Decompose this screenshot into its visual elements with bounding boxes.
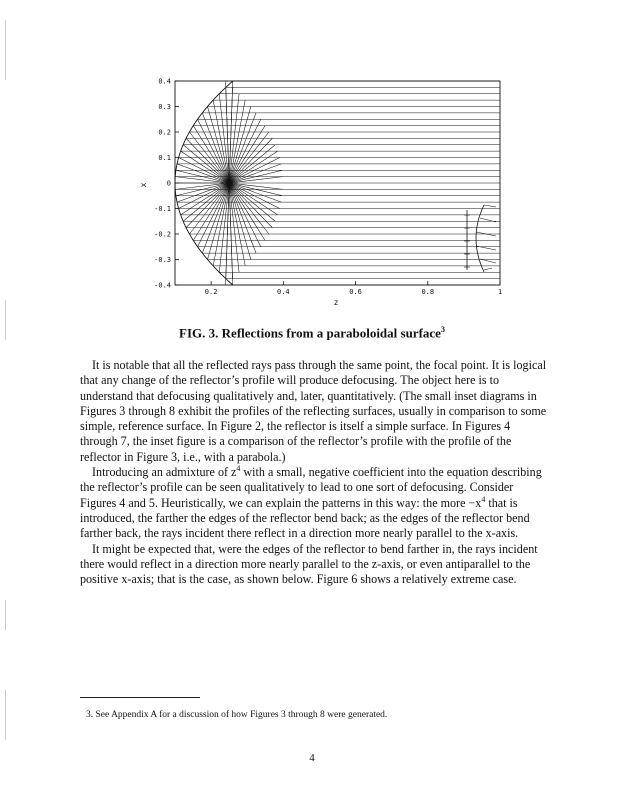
x-tick-label: 1 [497, 288, 503, 296]
y-tick-label: -0.4 [154, 281, 171, 290]
figure-caption [0, 325, 624, 341]
scan-margin-mark [5, 690, 6, 740]
x-tick-label: 0.8 [421, 288, 435, 296]
caption-text: FIG. 3. Reflections from a paraboloidal surface [179, 325, 441, 341]
y-tick-label: -0.1 [154, 205, 171, 213]
inset-ray [484, 205, 496, 207]
paragraph: It is notable that all the reflected rays pass through the same point, the focal point. It is logical that any change of the reflector’s profile will produce defocusing. The object here is to understand that defocusing qualitatively and, later, quantitatively. (The small inset diagrams in Figures 3 through 8 exhibit the profiles of the reflecting surfaces, usually in comparison to some simple, reference surface. In Figure 2, the reflector is itself a simple surface. In Figures 4 through 7, the inset figure is a comparison of the reflector’s profile with the profile of the reflector in Figure 3, i.e., with a parabola.) [80, 358, 547, 464]
superscript: 4 [481, 494, 486, 504]
y-axis-label: x [139, 182, 148, 188]
ray-paths [175, 81, 500, 285]
x-tick-label: 0.4 [277, 288, 290, 296]
page-number: 4 [309, 752, 315, 764]
y-tick-label: -0.3 [154, 256, 171, 264]
y-tick-label: 0 [166, 179, 171, 188]
caption-footnote-ref: 3 [440, 325, 445, 334]
scan-margin-mark [5, 600, 6, 630]
paragraph [80, 465, 548, 541]
x-axis-label: z [333, 298, 339, 307]
body-text [80, 358, 548, 587]
reflection-figure [0, 0, 624, 310]
inset-ray [484, 268, 492, 270]
y-tick-label: 0.1 [158, 154, 171, 162]
axis-ticks [154, 78, 502, 297]
paragraph-text: with a small, negative coefficient into the equation describing the reflector’s profile can be seen qualitatively to lead to one sort of defocusing. Consider Figures 4 and 5. Heuristically, we can explain the patterns in this way: the more −x [80, 465, 542, 510]
y-tick-label: 0.2 [158, 128, 171, 137]
paragraph-text: Introducing an admixture of z [92, 465, 237, 480]
y-tick-label: 0.3 [158, 103, 171, 111]
y-tick-label: 0.4 [158, 77, 171, 86]
paragraph: It might be expected that, were the edges of the reflector to bend farther in, the rays incident there would reflect in a direction more nearly parallel to the z-axis, or even antiparallel to the positive x-axis; that is the case, as shown below. Figure 6 shows a relatively extreme case. [80, 541, 538, 587]
paragraph-text: that is introduced, the farther the edges of the reflector bend back; as the edges of the reflector bend farther back, the rays incident there reflect in a direction more nearly parallel to the x-axis. [80, 495, 530, 541]
x-tick-label: 0.6 [349, 288, 362, 296]
footnote-separator [80, 697, 200, 698]
x-tick-label: 0.2 [204, 288, 218, 296]
footnote: 3. See Appendix A for a discussion of how Figures 3 through 8 were generated. [86, 710, 388, 720]
y-tick-label: -0.2 [154, 230, 171, 239]
superscript: 4 [236, 464, 241, 474]
